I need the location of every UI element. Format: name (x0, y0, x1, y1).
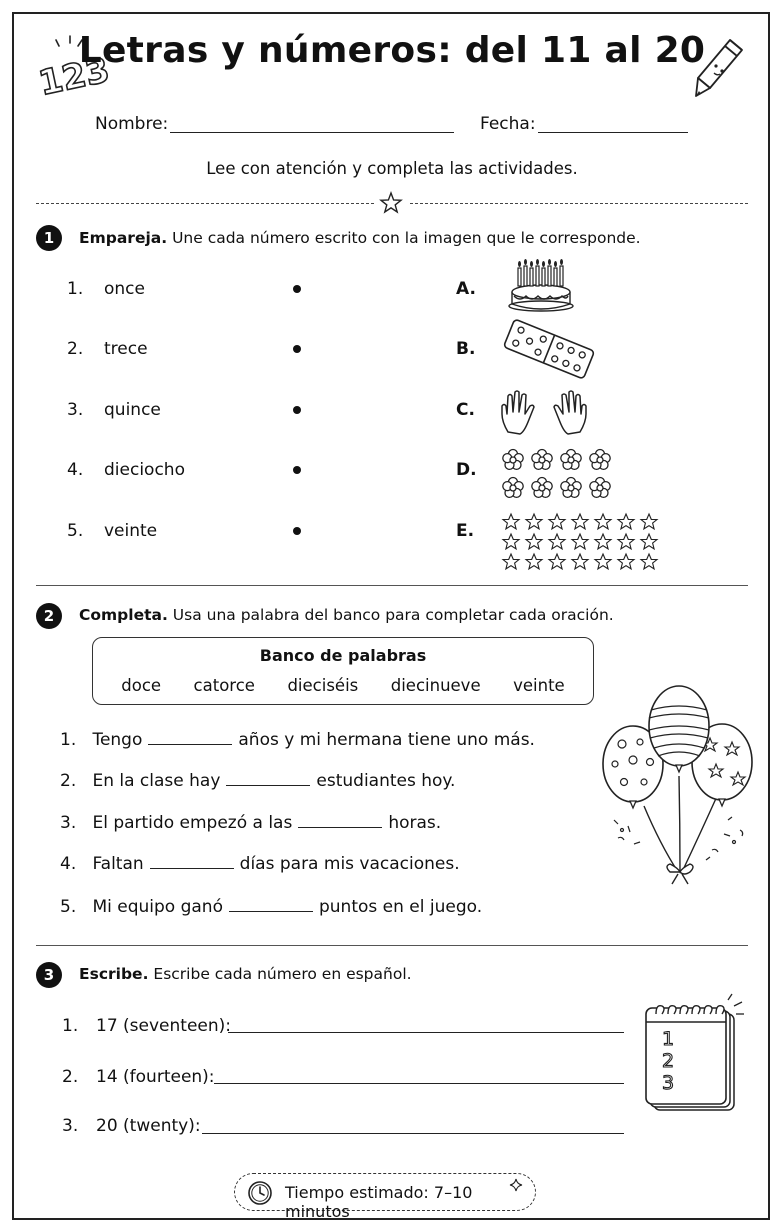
word-bank-words (93, 676, 593, 695)
name-label: Nombre: (95, 114, 169, 134)
option-letter: B. (456, 339, 476, 359)
section-2-heading-bold: Completa. (79, 606, 168, 624)
sentence-blank[interactable] (298, 815, 382, 828)
hands-icon (498, 388, 590, 436)
name-field[interactable] (170, 132, 454, 133)
sentence-blank[interactable] (150, 856, 234, 869)
page-title: Letras y números: del 11 al 20 (78, 30, 706, 71)
sentence-num: 1. (60, 730, 77, 750)
match-dot[interactable] (293, 527, 301, 535)
sentence-row (60, 813, 441, 833)
match-dot[interactable] (293, 466, 301, 474)
match-item-word: veinte (104, 521, 158, 541)
sentence-num: 4. (60, 854, 77, 874)
sentence-before: Tengo (92, 730, 143, 750)
match-dot[interactable] (293, 285, 301, 293)
match-dot[interactable] (293, 345, 301, 353)
section-3-heading-text: Escribe cada número en español. (153, 965, 412, 983)
bank-word: veinte (513, 676, 565, 695)
match-item-num: 4. (67, 460, 84, 480)
sparkle-icon (509, 1178, 523, 1192)
numbers-123-text: 123 (35, 50, 114, 104)
option-letter: A. (456, 279, 476, 299)
bank-word: diecinueve (390, 676, 481, 695)
sentence-num: 5. (60, 897, 77, 917)
write-item-num: 1. (62, 1016, 79, 1036)
bank-word: doce (121, 676, 162, 695)
match-item-word: trece (104, 339, 148, 359)
section-2-heading (79, 606, 614, 624)
star-icon (380, 192, 402, 214)
word-bank (92, 637, 594, 705)
match-item-word: quince (104, 400, 161, 420)
write-item-num: 2. (62, 1067, 79, 1087)
sentence-row (60, 771, 455, 791)
sentence-before: Mi equipo ganó (92, 897, 223, 917)
birthday-cake-icon (508, 256, 574, 314)
option-letter: C. (456, 400, 475, 420)
domino-icon (500, 322, 598, 376)
sentence-blank[interactable] (226, 773, 310, 786)
section-1-heading-text: Une cada número escrito con la imagen que le corresponde. (172, 229, 641, 247)
section-3-badge: 3 (36, 962, 62, 988)
match-item-num: 5. (67, 521, 84, 541)
pencil-icon (690, 36, 750, 102)
write-item-prompt: 17 (seventeen): (96, 1016, 231, 1036)
section-1-heading (79, 229, 641, 247)
divider-left (36, 203, 374, 204)
match-item-num: 1. (67, 279, 84, 299)
sentence-before: En la clase hay (92, 771, 221, 791)
write-item-num: 3. (62, 1116, 79, 1136)
flowers-icon (498, 446, 616, 504)
match-item-word: once (104, 279, 145, 299)
option-letter: D. (456, 460, 477, 480)
stars-icon (500, 512, 660, 574)
section-2-badge: 2 (36, 603, 62, 629)
sentence-before: El partido empezó a las (92, 813, 293, 833)
sentence-num: 2. (60, 771, 77, 791)
sentence-blank[interactable] (148, 732, 232, 745)
write-item-prompt: 14 (fourteen): (96, 1067, 215, 1087)
sentence-after: días para mis vacaciones. (239, 854, 460, 874)
section-1-heading-bold: Empareja. (79, 229, 168, 247)
bank-word: dieciséis (287, 676, 359, 695)
divider-right (410, 203, 748, 204)
match-item-num: 3. (67, 400, 84, 420)
calendar-digit: 3 (661, 1072, 675, 1094)
time-estimate-text: Tiempo estimado: 7–10 minutos (285, 1183, 473, 1221)
word-bank-title: Banco de palabras (259, 646, 427, 665)
section-3-heading-bold: Escribe. (79, 965, 149, 983)
sentence-row (60, 854, 460, 874)
section-2-heading-text: Usa una palabra del banco para completar cada oración. (172, 606, 614, 624)
match-dot[interactable] (293, 406, 301, 414)
match-item-word: dieciocho (104, 460, 185, 480)
instructions: Lee con atención y completa las actividades. (206, 159, 578, 178)
sentence-after: horas. (388, 813, 442, 833)
sentence-num: 3. (60, 813, 77, 833)
sentence-after: estudiantes hoy. (316, 771, 456, 791)
section-divider (36, 945, 748, 946)
sentence-after: puntos en el juego. (318, 897, 483, 917)
section-divider (36, 585, 748, 586)
write-answer-field[interactable] (214, 1083, 624, 1084)
match-item-num: 2. (67, 339, 84, 359)
balloons-icon (600, 684, 760, 890)
section-1-badge: 1 (36, 225, 62, 251)
write-answer-field[interactable] (202, 1133, 624, 1134)
calendar-icon (640, 992, 752, 1116)
date-field[interactable] (538, 132, 688, 133)
calendar-digit: 2 (661, 1050, 675, 1072)
calendar-digit: 1 (661, 1028, 675, 1050)
sentence-row (60, 897, 482, 917)
bank-word: catorce (193, 676, 255, 695)
option-letter: E. (456, 521, 475, 541)
sentence-before: Faltan (92, 854, 144, 874)
write-item-prompt: 20 (twenty): (96, 1116, 201, 1136)
sentence-after: años y mi hermana tiene uno más. (238, 730, 535, 750)
write-answer-field[interactable] (228, 1032, 624, 1033)
section-3-heading (79, 965, 412, 983)
clock-icon (247, 1180, 273, 1206)
date-label: Fecha: (480, 114, 536, 134)
sentence-row (60, 730, 535, 750)
sentence-blank[interactable] (229, 899, 313, 912)
time-estimate-badge (234, 1173, 536, 1221)
